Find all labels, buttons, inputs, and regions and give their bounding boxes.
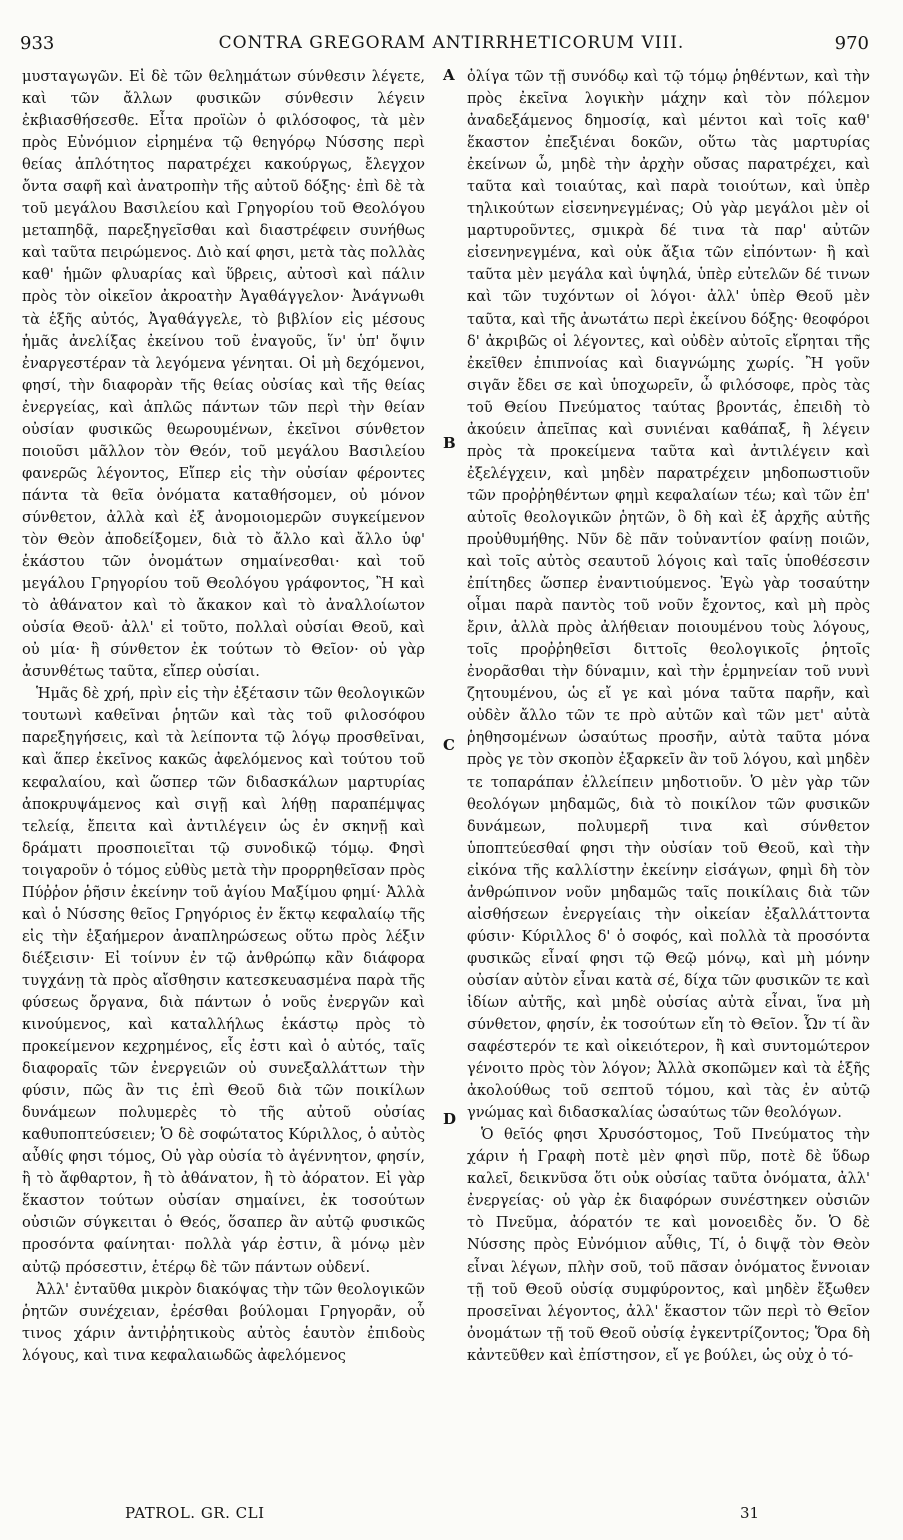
signature-mark: PATROL. GR. CLI: [125, 1504, 265, 1522]
margin-mark-a: A: [443, 66, 455, 84]
right-paragraph-2: Ὁ θεῖός φησι Χρυσόστομος, Τοῦ Πνεύματος τὴν χάριν ἡ Γραφὴ ποτὲ μὲν φησὶ πῦρ, ποτὲ δὲ ὕδωρ καλεῖ, δεικνῦσα ὅτι οὐκ οὐσίας ταῦτα ὀνόματα, ἀλλ' ἐνεργείας· οὐ γὰρ ἐκ διαφόρων συνέστηκεν οὐσιῶν τὸ Πνεῦμα, ἀόρατόν τε καὶ μονοειδὲς ὄν. Ὁ δὲ Νύσσης πρὸς Εὐνόμιον αὖθις, Τί, ὁ διψᾷ τὸν Θεὸν εἶναι λέγων, πλὴν σοῦ, τοῦ πᾶσαν ὀνόματος ἔννοιαν τῇ τοῦ Θεοῦ οὐσίᾳ συμφύροντος, καὶ μηδὲν ἔξωθεν προσεῖναι λέγοντος, ἀλλ' ἕκαστον τῶν περὶ τὸ Θεῖον ὀνομάτων τῇ τοῦ Θεοῦ οὐσίᾳ ἐγκεντρίζοντος; Ὅρα δὴ κἀντεῦθεν καὶ ἐπίστησον, εἴ γε βούλει, ὡς οὐχ ὁ τό-: [467, 1126, 870, 1364]
page-number-right: 970: [834, 33, 869, 54]
left-column: [22, 66, 425, 1367]
gathering-number: 31: [740, 1504, 760, 1522]
right-column: [467, 66, 870, 1367]
running-title: CONTRA GREGORAM ANTIRRHETICORUM VIII.: [218, 33, 685, 53]
margin-mark-c: C: [443, 736, 455, 754]
right-paragraph-1: ὀλίγα τῶν τῇ συνόδῳ καὶ τῷ τόμῳ ῥηθέντων, καὶ τὴν πρὸς ἐκεῖνα λογικὴν μάχην καὶ τὸν πόλεμον ἀναδεξάμενος δημοσίᾳ, καὶ μέντοι καὶ τοῖς καθ' ἕκαστον ἐπεξιέναι δοκῶν, οὕτω τὰς μαρτυρίας ἐκείνων ὧ, μηδὲ τὴν ἀρχὴν οὔσας παρατρέχει, καὶ ταῦτα καὶ τοιαύτας, καὶ παρὰ τοιούτων, καὶ ὑπὲρ τηλικούτων εἰσενηνεγμένας; Οὐ γὰρ μεγάλοι μὲν οἱ μαρτυροῦντες, σμικρὰ δέ τινα τὰ παρ' αὐτῶν εἰσενηνεγμένα, καὶ οὐκ ἄξια τῶν εἰπόντων· ἢ καὶ ταῦτα μὲν μεγάλα καὶ ὑψηλά, ὑπὲρ εὐτελῶν δέ τινων καὶ τῶν τυχόντων οἱ λόγοι· ἀλλ' ὑπὲρ Θεοῦ μὲν ταῦτα, καὶ τῆς ἀνωτάτω περὶ ἐκείνου δόξης· θεοφόροι δ' ἀκριβῶς οἱ λέγοντες, καὶ οὐδὲν αὐτοῖς εἴρηται τῆς ἐκεῖθεν ἐπιπνοίας καὶ διαγνώμης χωρίς. Ἢ γοῦν σιγᾶν ἔδει σε καὶ ὑποχωρεῖν, ὦ φιλόσοφε, πρὸς τὰς τοῦ Θείου Πνεύματος ταύτας βροντάς, ἐπειδὴ τὸ ἀκούειν ἀπεῖπας καὶ συνιέναι καθάπαξ, ἢ λέγειν πρὸς τὰ προκείμενα ταῦτα καὶ ἀντιλέγειν καὶ ἐξελέγχειν, καὶ μηδὲν παρατρέχειν μηδοπωστιοῦν τῶν προῤῥηθέντων φημὶ κεφαλαίων τέω; καὶ τῶν ἐπ' αὐτοῖς θεολογικῶν ῥητῶν, ὃ δὴ καὶ ἐξ ἀρχῆς αὐτῆς προὐθυμήθης. Νῦν δὲ πᾶν τοὐναντίον φαίνῃ ποιῶν, καὶ τοῖς αὐτὸς σεαυτοῦ λόγοις καὶ ταῖς ὑποθέσεσιν ἐπίτηδες ὥσπερ ἐναντιούμενος. Ἐγὼ γὰρ τοσαύτην οἶμαι παρὰ παντὸς τοῦ νοῦν ἔχοντος, καὶ μὴ πρὸς ἔριν, ἀλλὰ πρὸς ἀλήθειαν ποιουμένου τοὺς λόγους, τοῖς προῤῥηθεῖσι διττοῖς θεολογικοῖς ῥητοῖς ἐνορᾶσθαι τὴν δύναμιν, καὶ τὴν ἑρμηνείαν τοῦ νυνὶ ζητουμένου, ὡς εἴ γε καὶ μόνα ταῦτα παρῆν, καὶ οὐδὲν ἄλλο τῶν τε πρὸ αὐτῶν καὶ τῶν μετ' αὐτὰ ῥηθησομένων ὡσαύτως προσῆν, αὐτὰ ταῦτα μόνα πρὸς γε τὸν σκοπὸν ἐξαρκεῖν ἂν τοῦ λόγου, καὶ μηδὲν τε τοπαράπαν ἐλλείπειν μηδοτιοῦν. Ὁ μὲν γὰρ τῶν θεολόγων μηδαμῶς, διὰ τὸ ποικίλον τῶν φυσικῶν δυνάμεων, πολυμερῆ τινα καὶ σύνθετον ὑποπτεύεσθαί φησι τὴν οὐσίαν τοῦ Θεοῦ, καὶ τὴν εἰκόνα τῆς καλλίστην ἐκείνην εἰσάγων, φημὶ δὴ τὸν ἀνθρώπινον νοῦν μηδαμῶς ταῖς ποικίλαις διὰ τῶν αἰσθήσεων ἐνεργείαις τὴν οἰκείαν ἐξαλλάττοντα φύσιν· Κύριλλος δ' ὁ σοφός, καὶ πολλὰ τὰ προσόντα φυσικῶς εἶναί φησι τῷ Θεῷ μόνῳ, καὶ μὴ μόνην οὐσίαν αὐτὸν εἶναι κατὰ σέ, δίχα τῶν φυσικῶν τε καὶ ἰδίων αὐτῆς, καὶ μηδὲ οὐσίας αὐτὰ εἶναι, ἵνα μὴ σύνθετον, φησίν, ἐκ τοσούτων εἴη τὸ Θεῖον. Ὧν τί ἂν σαφέστερόν τε καὶ οἰκειότερον, ἢ καὶ συντομώτερον γένοιτο πρὸς τὸν λόγον; Ἀλλὰ σκοπῶμεν καὶ τὰ ἑξῆς ἀκολούθως τοῦ σεπτοῦ τόμου, καὶ τὰς ἐν αὐτῷ γνώμας καὶ διδασκαλίας ὡσαύτως τῶν θεολόγων.: [467, 68, 870, 1122]
page-number-left: 933: [20, 33, 55, 54]
margin-mark-d: D: [443, 1110, 457, 1128]
left-paragraph-1: μυσταγωγῶν. Εἰ δὲ τῶν θελημάτων σύνθεσιν λέγετε, καὶ τῶν ἄλλων φυσικῶν σύνθεσιν λέγειν ἐκβιασθήσεσθε. Εἶτα προϊὼν ὁ φιλόσοφος, τὰ μὲν πρὸς Εὐνόμιον εἰρημένα τῷ θεηγόρῳ Νύσσης περὶ θείας ἁπλότητος παρατρέχει κακούργως, ἔλεγχον ὄντα σαφῆ καὶ ἀνατροπὴν τῆς αὐτοῦ δόξης· ἐπὶ δὲ τὰ τοῦ μεγάλου Βασιλείου καὶ Γρηγορίου τοῦ Θεολόγου μεταπηδᾷ, παρεξηγεῖσθαι καὶ διαστρέφειν συνήθως καὶ ταῦτα πειρώμενος. Διὸ καί φησι, μετὰ τὰς πολλὰς καθ' ἡμῶν φλυαρίας καὶ ὕβρεις, αὐτοσὶ καὶ πάλιν πρὸς τὸν οἰκεῖον ἀκροατὴν Ἀγαθάγγελον· Ἀνάγνωθι τὰ ἑξῆς αὐτός, Ἀγαθάγγελε, τὸ βιβλίον εἰς μέσους ἡμᾶς ἀνελίξας ἐκείνου τοῦ ἐναγοῦς, ἵν' ὑπ' ὄψιν ἐναργεστέραν τὰ λεγόμενα γένηται. Οἱ μὴ δεχόμενοι, φησί, τὴν διαφορὰν τῆς θείας οὐσίας καὶ τῆς θείας ἐνεργείας, καὶ ἁπλῶς πάντων τῶν περὶ τὴν θείαν οὐσίαν φυσικῶς θεωρουμένων, ἐκεῖνοι σύνθετον ποιοῦσι μᾶλλον τὸν Θεόν, τοῦ μεγάλου Βασιλείου φανερῶς λέγοντος, Εἴπερ εἰς τὴν οὐσίαν φέροντες πάντα τὰ θεῖα ὀνόματα καταθήσομεν, οὐ μόνον σύνθετον, ἀλλὰ καὶ ἐξ ἀνομοιομερῶν συγκείμενον τὸν Θεὸν ἀποδείξομεν, διὰ τὸ ἄλλο καὶ ἄλλο ὑφ' ἑκάστου τῶν ὀνομάτων σημαίνεσθαι· καὶ τοῦ μεγάλου Γρηγορίου τοῦ Θεολόγου γράφοντος, Ἢ καὶ τὸ ἀθάνατον καὶ τὸ ἄκακον καὶ τὸ ἀναλλοίωτον οὐσία Θεοῦ· ἀλλ' εἰ τοῦτο, πολλαὶ οὐσίαι Θεοῦ, καὶ οὐ μία· ἢ σύνθετον ἐκ τούτων τὸ Θεῖον· οὐ γὰρ ἀσυνθέτως ταῦτα, εἴπερ οὐσίαι.: [22, 68, 425, 681]
left-paragraph-3: Ἀλλ' ἐνταῦθα μικρὸν διακόψας τὴν τῶν θεολογικῶν ῥητῶν συνέχειαν, ἐρέσθαι βούλομαι Γρηγορᾶν, οὗ τινος χάριν ἀντιῤῥητικοὺς αὐτὸς ἑαυτὸν ἐπιδοὺς λόγους, καὶ τινα κεφαλαιωδῶς ἀφελόμενος: [22, 1280, 425, 1364]
left-paragraph-2: Ἡμᾶς δὲ χρή, πρὶν εἰς τὴν ἐξέτασιν τῶν θεολογικῶν τουτωνὶ καθεῖναι ῥητῶν καὶ τὰς τοῦ φιλοσόφου παρεξηγήσεις, καὶ τὰ λείποντα τῷ λόγῳ προσθεῖναι, καὶ ἅπερ ἐκεῖνος κακῶς ἀφελόμενος καὶ τούτου τοῦ κεφαλαίου, καὶ ὥσπερ τῶν διδασκάλων μαρτυρίας ἀποκρυψάμενος καὶ σιγῇ καὶ λήθῃ παραπέμψας τελείᾳ, ἔπειτα καὶ ἀντιλέγειν ὡς ἐν σκηνῇ καὶ δράματι προσποιεῖται τῷ συνοδικῷ τόμῳ. Φησὶ τοιγαροῦν ὁ τόμος εὐθὺς μετὰ τὴν προρρηθεῖσαν πρὸς Πύῤῥον ῥῆσιν ἐκείνην τοῦ ἁγίου Μαξίμου φημί· Ἀλλὰ καὶ ὁ Νύσσης θεῖος Γρηγόριος ἐν ἕκτῳ κεφαλαίῳ τῆς εἰς τὴν ἑξαήμερον ἀναπληρώσεως οὕτω πρὸς λέξιν διέξεισιν· Εἰ τοίνυν ἐν τῷ ἀνθρώπῳ κἂν διάφορα τυγχάνῃ τὰ πρὸς αἴσθησιν κατεσκευασμένα παρὰ τῆς φύσεως ὄργανα, διὰ πάντων ὁ νοῦς ἐνεργῶν καὶ κινούμενος, καὶ καταλλήλως ἑκάστῳ πρὸς τὸ προκείμενον κεχρημένος, εἷς ἐστι καὶ ὁ αὐτός, ταῖς διαφοραῖς τῶν ἐνεργειῶν οὐ συνεξαλλάττων τὴν φύσιν, πῶς ἂν τις ἐπὶ Θεοῦ διὰ τῶν ποικίλων δυνάμεων πολυμερὲς τὸ τῆς αὐτοῦ οὐσίας καθυποπτεύσειεν; Ὁ δὲ σοφώτατος Κύριλλος, ὁ αὐτὸς αὖθίς φησι τόμος, Οὐ γὰρ οὐσία τὸ ἀγέννητον, φησίν, ἢ τὸ ἄφθαρτον, ἢ τὸ ἀθάνατον, ἢ τὸ ἀόρατον. Εἰ γὰρ ἕκαστον τούτων οὐσίαν σημαίνει, ἐκ τοσούτων οὐσιῶν σύγκειται ὁ Θεός, ὅσαπερ ἂν αὐτῷ φυσικῶς προσόντα φαίνηται· πολλὰ γάρ ἐστιν, ἃ μόνῳ μὲν αὐτῷ πρόσεστιν, ἑτέρῳ δὲ τῶν πάντων οὐδενί.: [22, 685, 425, 1276]
page-header: [0, 0, 903, 64]
margin-mark-b: B: [443, 434, 456, 452]
page-footer: [0, 1504, 903, 1534]
